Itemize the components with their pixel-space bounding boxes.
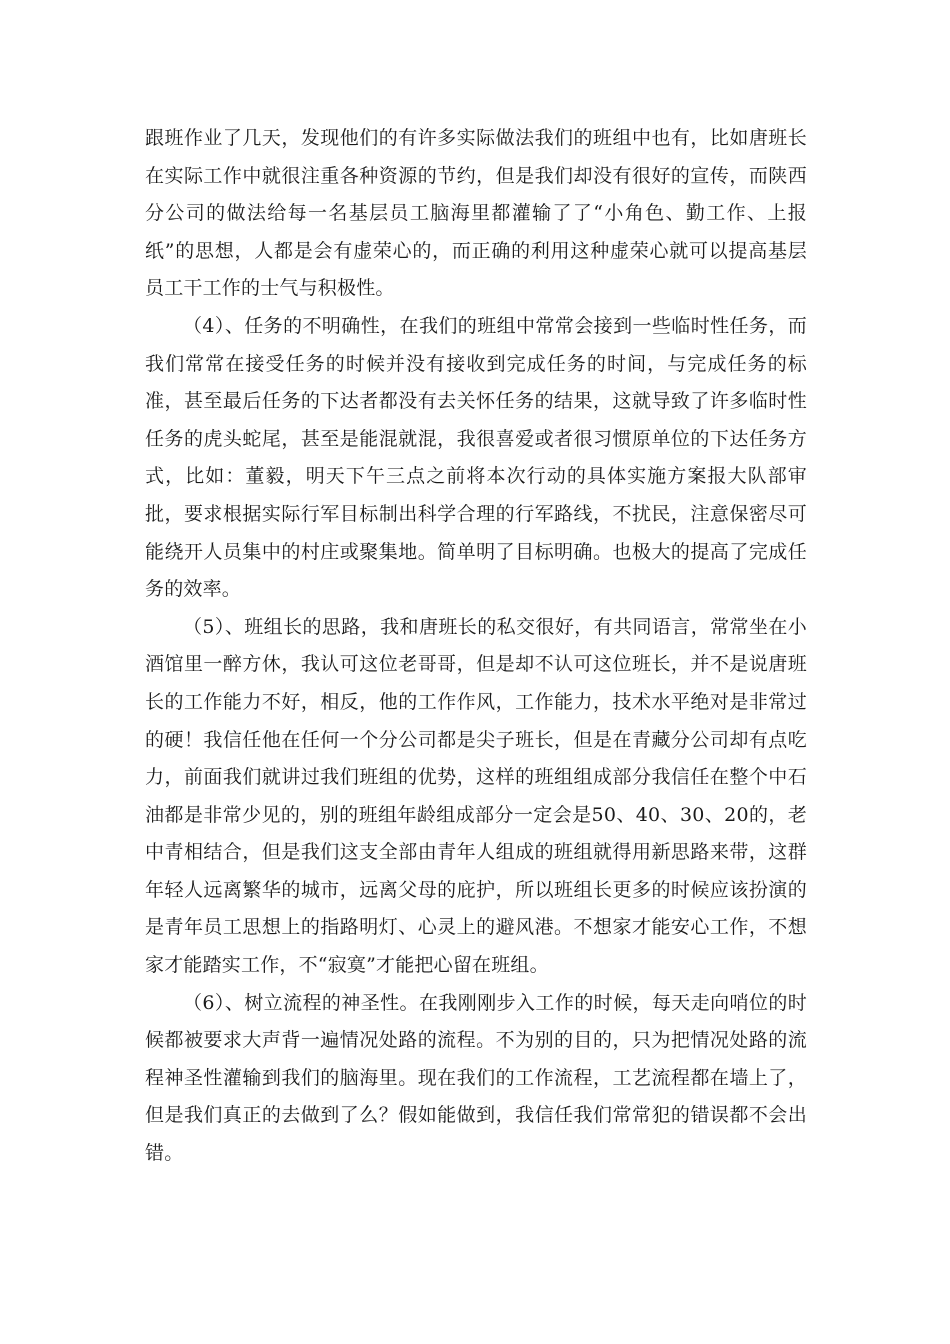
paragraph-4: （6）、树立流程的神圣性。在我刚刚步入工作的时候，每天走向哨位的时候都被要求大声背一遍情况处路的流程。不为别的目的，只为把情况处路的流程神圣性灌输到我们的脑海里。现在我们的工作流程，工艺流程都在墙上了，但是我们真正的去做到了么？假如能做到，我信任我们常常犯的错误都不会出错。: [145, 991, 807, 1165]
document-body: [145, 120, 807, 1173]
paragraph-3: （5）、班组长的思路，我和唐班长的私交很好，有共同语言，常常坐在小酒馆里一醉方休，我认可这位老哥哥，但是却不认可这位班长，并不是说唐班长的工作能力不好，相反，他的工作作风，工作能力，技术水平绝对是非常过的硬！我信任他在任何一个分公司都是尖子班长，但是在青藏分公司却有点吃力，前面我们就讲过我们班组的优势，这样的班组组成部分我信任在整个中石油都是非常少见的，别的班组年龄组成部分一定会是50、40、30、20的，老中青相结合，但是我们这支全部由青年人组成的班组就得用新思路来带，这群年轻人远离繁华的城市，远离父母的庇护，所以班组长更多的时候应该扮演的是青年员工思想上的指路明灯、心灵上的避风港。不想家才能安心工作，不想家才能踏实工作，不“寂寞”才能把心留在班组。: [145, 615, 807, 977]
paragraph-2: （4）、任务的不明确性，在我们的班组中常常会接到一些临时性任务，而我们常常在接受任务的时候并没有接收到完成任务的时间，与完成任务的标准，甚至最后任务的下达者都没有去关怀任务的结果，这就导致了许多临时性任务的虎头蛇尾，甚至是能混就混，我很喜爱或者很习惯原单位的下达任务方式，比如：董毅，明天下午三点之前将本次行动的具体实施方案报大队部审批，要求根据实际行军目标制出科学合理的行军路线，不扰民，注意保密尽可能绕开人员集中的村庄或聚集地。简单明了目标明确。也极大的提高了完成任务的效率。: [145, 314, 807, 601]
paragraph-1: 跟班作业了几天，发现他们的有许多实际做法我们的班组中也有，比如唐班长在实际工作中就很注重各种资源的节约，但是我们却没有很好的宣传，而陕西分公司的做法给每一名基层员工脑海里都灌输了了“小角色、勤工作、上报纸”的思想，人都是会有虚荣心的，而正确的利用这种虚荣心就可以提高基层员工干工作的士气与积极性。: [145, 127, 807, 300]
